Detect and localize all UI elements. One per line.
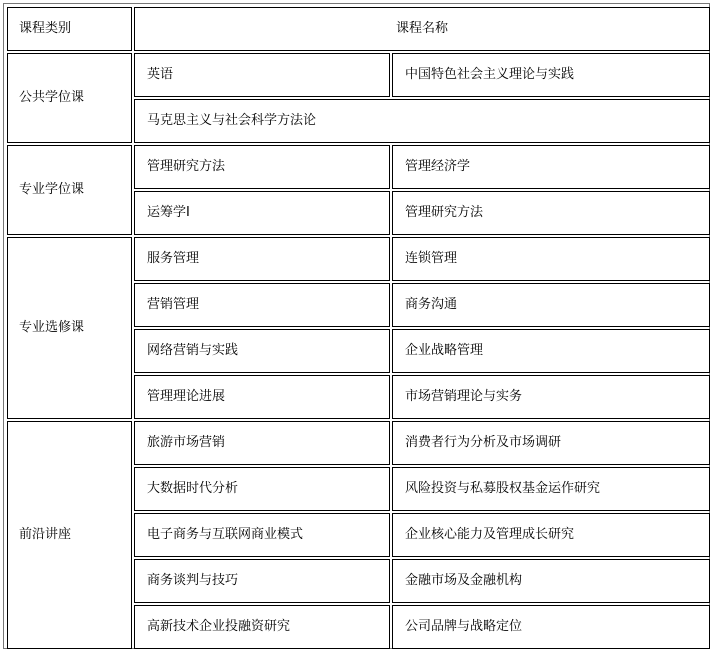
- course-cell: 管理理论进展: [134, 375, 390, 419]
- table-row: [7, 53, 710, 97]
- course-cell: 金融市场及金融机构: [392, 559, 710, 603]
- category-cell: 专业学位课: [7, 145, 132, 235]
- course-cell: 公司品牌与战略定位: [392, 605, 710, 649]
- course-cell: 电子商务与互联网商业模式: [134, 513, 390, 557]
- course-cell: 英语: [134, 53, 390, 97]
- course-cell: 管理经济学: [392, 145, 710, 189]
- course-cell: 商务沟通: [392, 283, 710, 327]
- course-cell: 企业战略管理: [392, 329, 710, 373]
- course-cell: 风险投资与私募股权基金运作研究: [392, 467, 710, 511]
- header-course-name: 课程名称: [134, 7, 710, 51]
- table-row: [7, 421, 710, 465]
- course-cell: 大数据时代分析: [134, 467, 390, 511]
- course-cell: 运筹学I: [134, 191, 390, 235]
- course-cell: 营销管理: [134, 283, 390, 327]
- course-cell: 市场营销理论与实务: [392, 375, 710, 419]
- table-row: [7, 145, 710, 189]
- course-cell: 消费者行为分析及市场调研: [392, 421, 710, 465]
- course-cell: 企业核心能力及管理成长研究: [392, 513, 710, 557]
- course-cell: 商务谈判与技巧: [134, 559, 390, 603]
- course-cell: 服务管理: [134, 237, 390, 281]
- course-table: [5, 5, 712, 651]
- category-cell: 公共学位课: [7, 53, 132, 143]
- table-header-row: [7, 7, 710, 51]
- course-cell: 管理研究方法: [392, 191, 710, 235]
- table-row: [7, 237, 710, 281]
- course-cell: 旅游市场营销: [134, 421, 390, 465]
- course-cell: 高新技术企业投融资研究: [134, 605, 390, 649]
- course-cell: 中国特色社会主义理论与实践: [392, 53, 710, 97]
- course-cell: 连锁管理: [392, 237, 710, 281]
- course-cell: 管理研究方法: [134, 145, 390, 189]
- course-cell: 网络营销与实践: [134, 329, 390, 373]
- category-cell: 前沿讲座: [7, 421, 132, 649]
- category-cell: 专业选修课: [7, 237, 132, 419]
- header-category: 课程类别: [7, 7, 132, 51]
- course-cell: 马克思主义与社会科学方法论: [134, 99, 710, 143]
